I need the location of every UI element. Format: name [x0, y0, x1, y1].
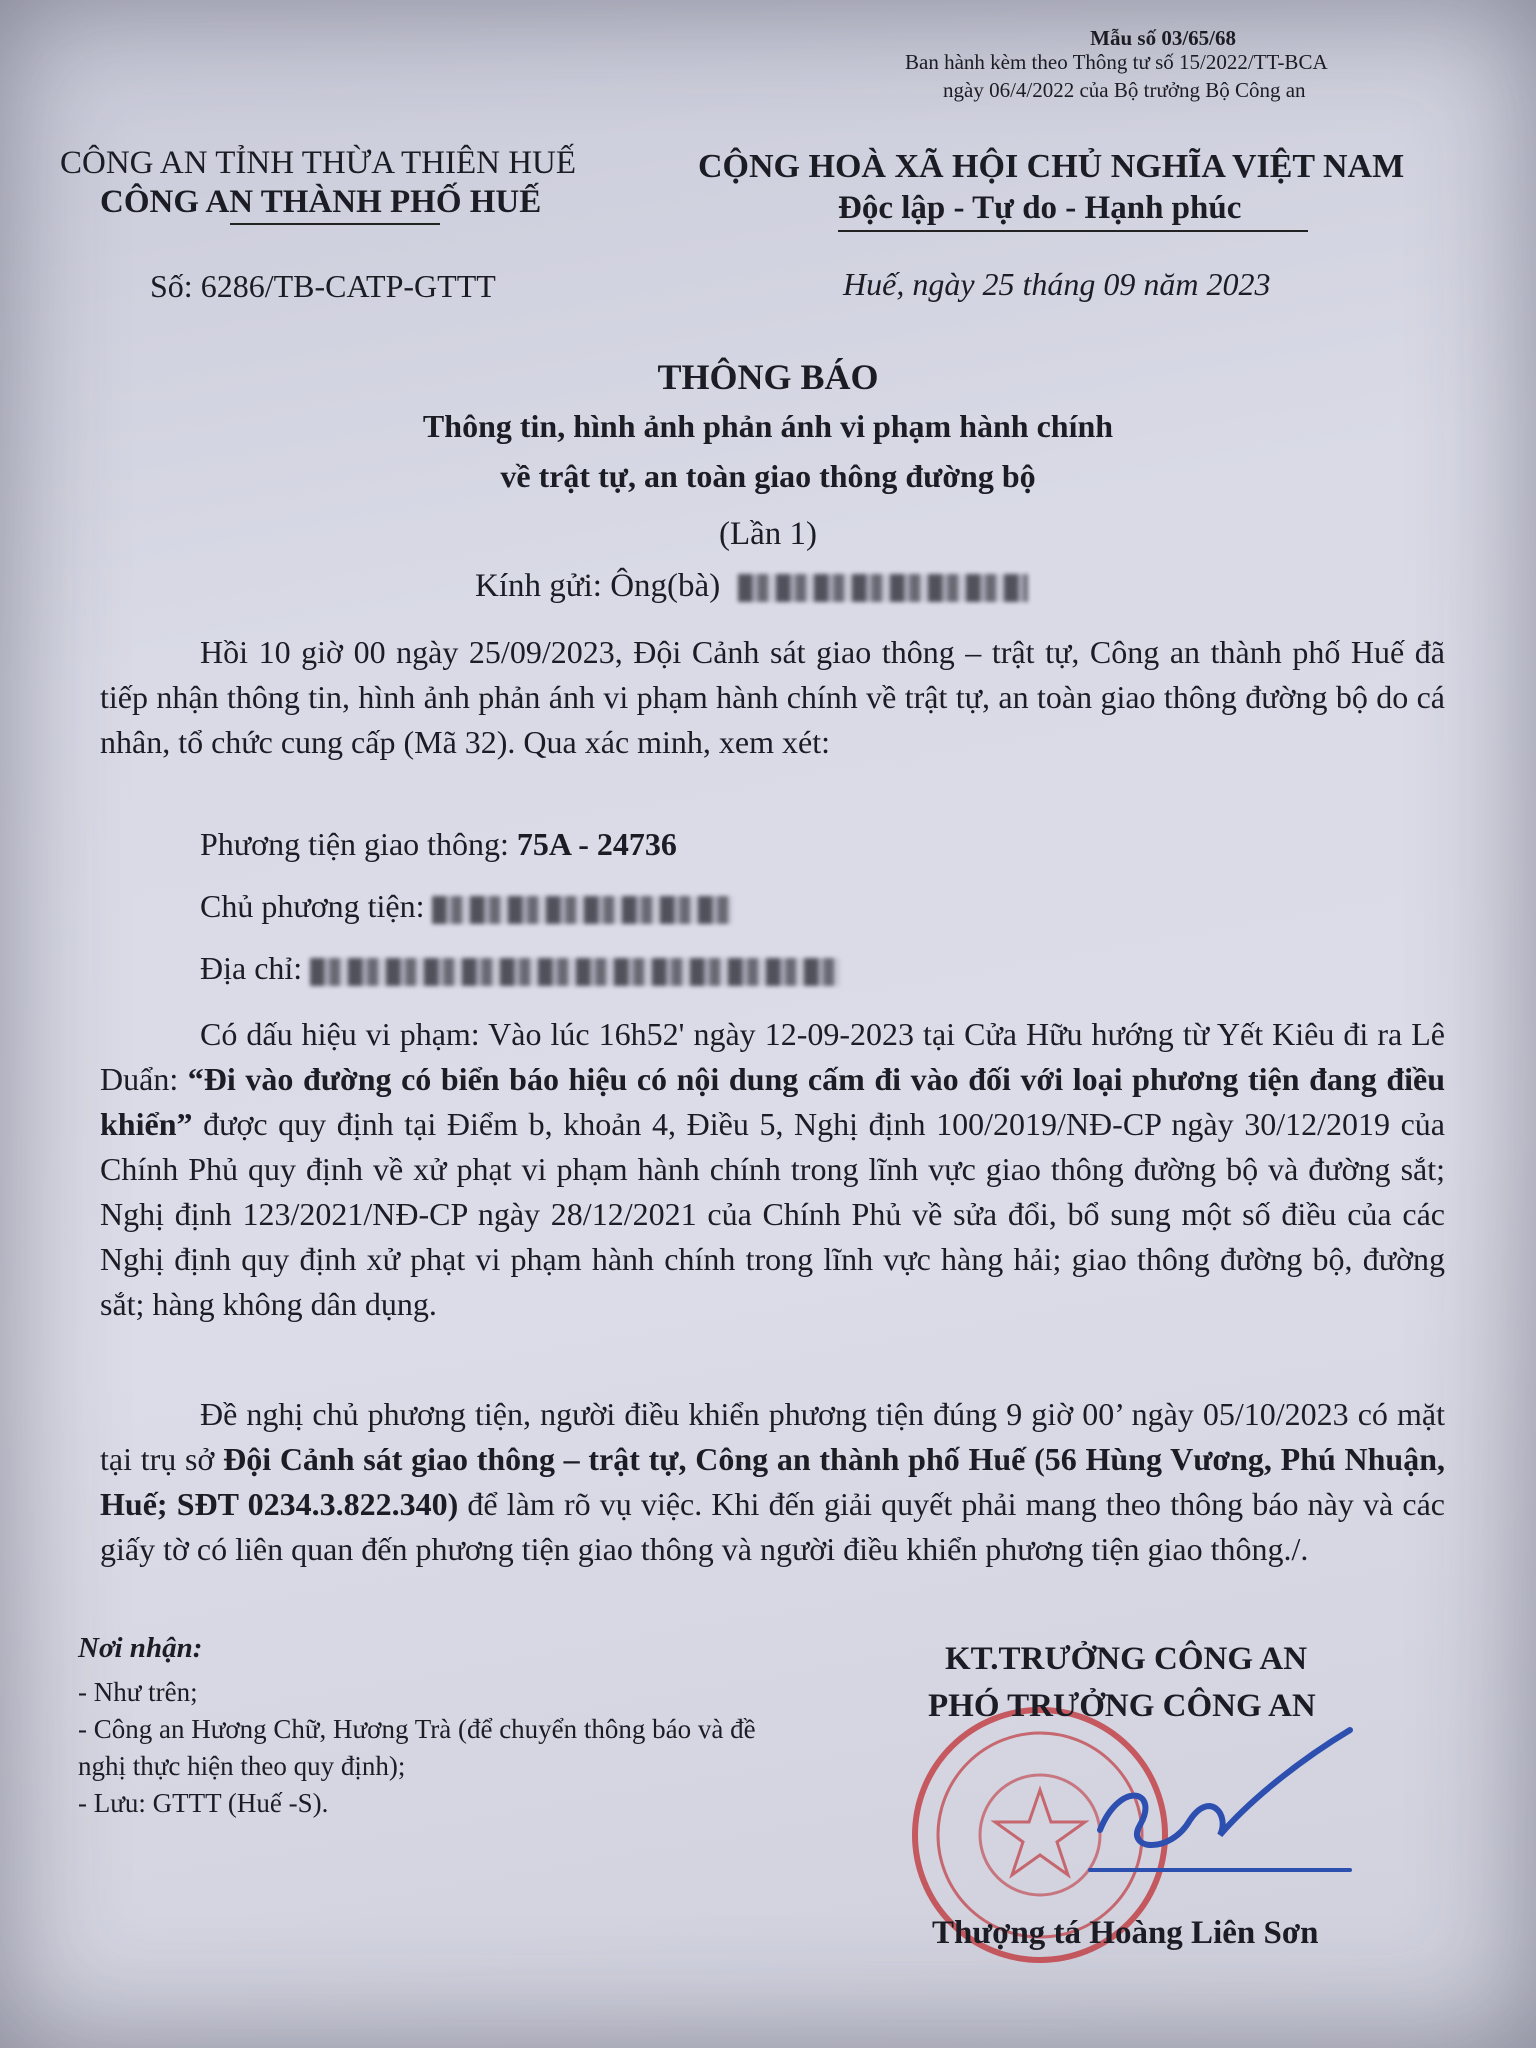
signer-name: Thượng tá Hoàng Liên Sơn — [932, 1915, 1319, 1951]
signature-authority-line-2: PHÓ TRƯỞNG CÔNG AN — [928, 1688, 1316, 1724]
paragraph-receipt: Hồi 10 giờ 00 ngày 25/09/2023, Đội Cảnh sát giao thông – trật tự, Công an thành phố Huế đã tiếp nhận thông tin, hình ảnh phản ánh vi phạm hành chính về trật tự, an toàn giao thông đường bộ do cá nhân, tổ chức cung cấp (Mã 32). Qua xác minh, xem xét: — [100, 634, 1445, 760]
national-title: CỘNG HOÀ XÃ HỘI CHỦ NGHĨA VIỆT NAM — [698, 148, 1405, 185]
vehicle-line — [200, 826, 677, 863]
handwritten-signature — [1080, 1720, 1360, 1880]
national-motto: Độc lập - Tự do - Hạnh phúc — [838, 190, 1242, 226]
document-title: THÔNG BÁO — [657, 357, 879, 397]
notice-attempt: (Lần 1) — [718, 516, 818, 552]
office-address: Đội Cảnh sát giao thông – trật tự, Công an thành phố Huế (56 Hùng Vương, Phú Nhuận, Huế; SĐT 0234.3.822.340) — [100, 1441, 1446, 1522]
violation-text-b: được quy định tại Điểm b, khoản 4, Điều 5, Nghị định 100/2019/NĐ-CP ngày 30/12/2019 của Chính Phủ quy định về xử phạt vi phạm hành chính trong lĩnh vực giao thông đường bộ và đường sắt; Nghị định 123/2021/NĐ-CP ngày 28/12/2021 của Chính Phủ về sửa đổi, bổ sung một số điều của các Nghị định quy định xử phạt vi phạm hành chính trong lĩnh vực hàng hải; giao thông đường bộ, đường sắt; hàng không dân dụng. — [100, 1106, 1445, 1322]
paragraph-violation — [100, 1012, 1445, 1327]
owner-label: Chủ phương tiện: — [200, 888, 433, 924]
address-line — [200, 950, 840, 987]
document-subtitle-1: Thông tin, hình ảnh phản ánh vi phạm hành chính — [422, 408, 1114, 444]
signature-authority-line-1: KT.TRƯỞNG CÔNG AN — [945, 1641, 1308, 1677]
violation-description: “Đi vào đường có biển báo hiệu có nội dung cấm đi vào đối với loại phương tiện đang điều khiển” — [100, 1061, 1446, 1142]
recipients-title: Nơi nhận: — [78, 1632, 203, 1664]
recipient-item: - Lưu: GTTT (Huế -S). — [78, 1788, 329, 1818]
motto-underline — [838, 230, 1308, 232]
vehicle-label: Phương tiện giao thông: — [200, 826, 517, 862]
document-date: Huế, ngày 25 tháng 09 năm 2023 — [843, 266, 1271, 302]
recipients-list — [78, 1674, 788, 1822]
redacted-recipient-name — [738, 574, 1028, 602]
request-text-a: Đề nghị chủ phương tiện, người điều khiển phương tiện đúng 9 giờ 00’ ngày 05/10/2023 có mặt tại trụ sở — [100, 1396, 1445, 1477]
recipient-item: - Công an Hương Chữ, Hương Trà (để chuyển thông báo và đề nghị thực hiện theo quy định); — [78, 1714, 756, 1781]
form-reference-line-1: Ban hành kèm theo Thông tư số 15/2022/TT-BCA — [905, 50, 1328, 74]
violation-text-a: Có dấu hiệu vi phạm: Vào lúc 16h52' ngày 12-09-2023 tại Cửa Hữu hướng từ Yết Kiêu đi ra Lê Duẩn: — [100, 1016, 1445, 1097]
agency-underline — [230, 223, 440, 225]
vehicle-plate: 75A - 24736 — [516, 826, 677, 862]
owner-line — [200, 888, 732, 925]
recipient-item: - Như trên; — [78, 1677, 198, 1707]
redacted-owner-name — [432, 896, 732, 924]
paragraph-request — [100, 1392, 1445, 1572]
recipient-label: Kính gửi: Ông(bà) — [475, 568, 721, 604]
redacted-address — [310, 958, 840, 986]
issuing-agency: CÔNG AN THÀNH PHỐ HUẾ — [100, 184, 542, 220]
request-text-b: để làm rõ vụ việc. Khi đến giải quyết phải mang theo thông báo này và các giấy tờ có liên quan đến phương tiện giao thông và người điều khiển phương tiện giao thông./. — [100, 1486, 1446, 1567]
document-subtitle-2: về trật tự, an toàn giao thông đường bộ — [500, 458, 1036, 494]
recipient-line — [475, 568, 1028, 605]
form-number: Mẫu số 03/65/68 — [1090, 26, 1236, 50]
issuing-agency-parent: CÔNG AN TỈNH THỪA THIÊN HUẾ — [60, 145, 577, 181]
document-number: Số: 6286/TB-CATP-GTTT — [150, 268, 496, 304]
form-reference-line-2: ngày 06/4/2022 của Bộ trưởng Bộ Công an — [943, 78, 1306, 102]
address-label: Địa chỉ: — [200, 950, 311, 986]
